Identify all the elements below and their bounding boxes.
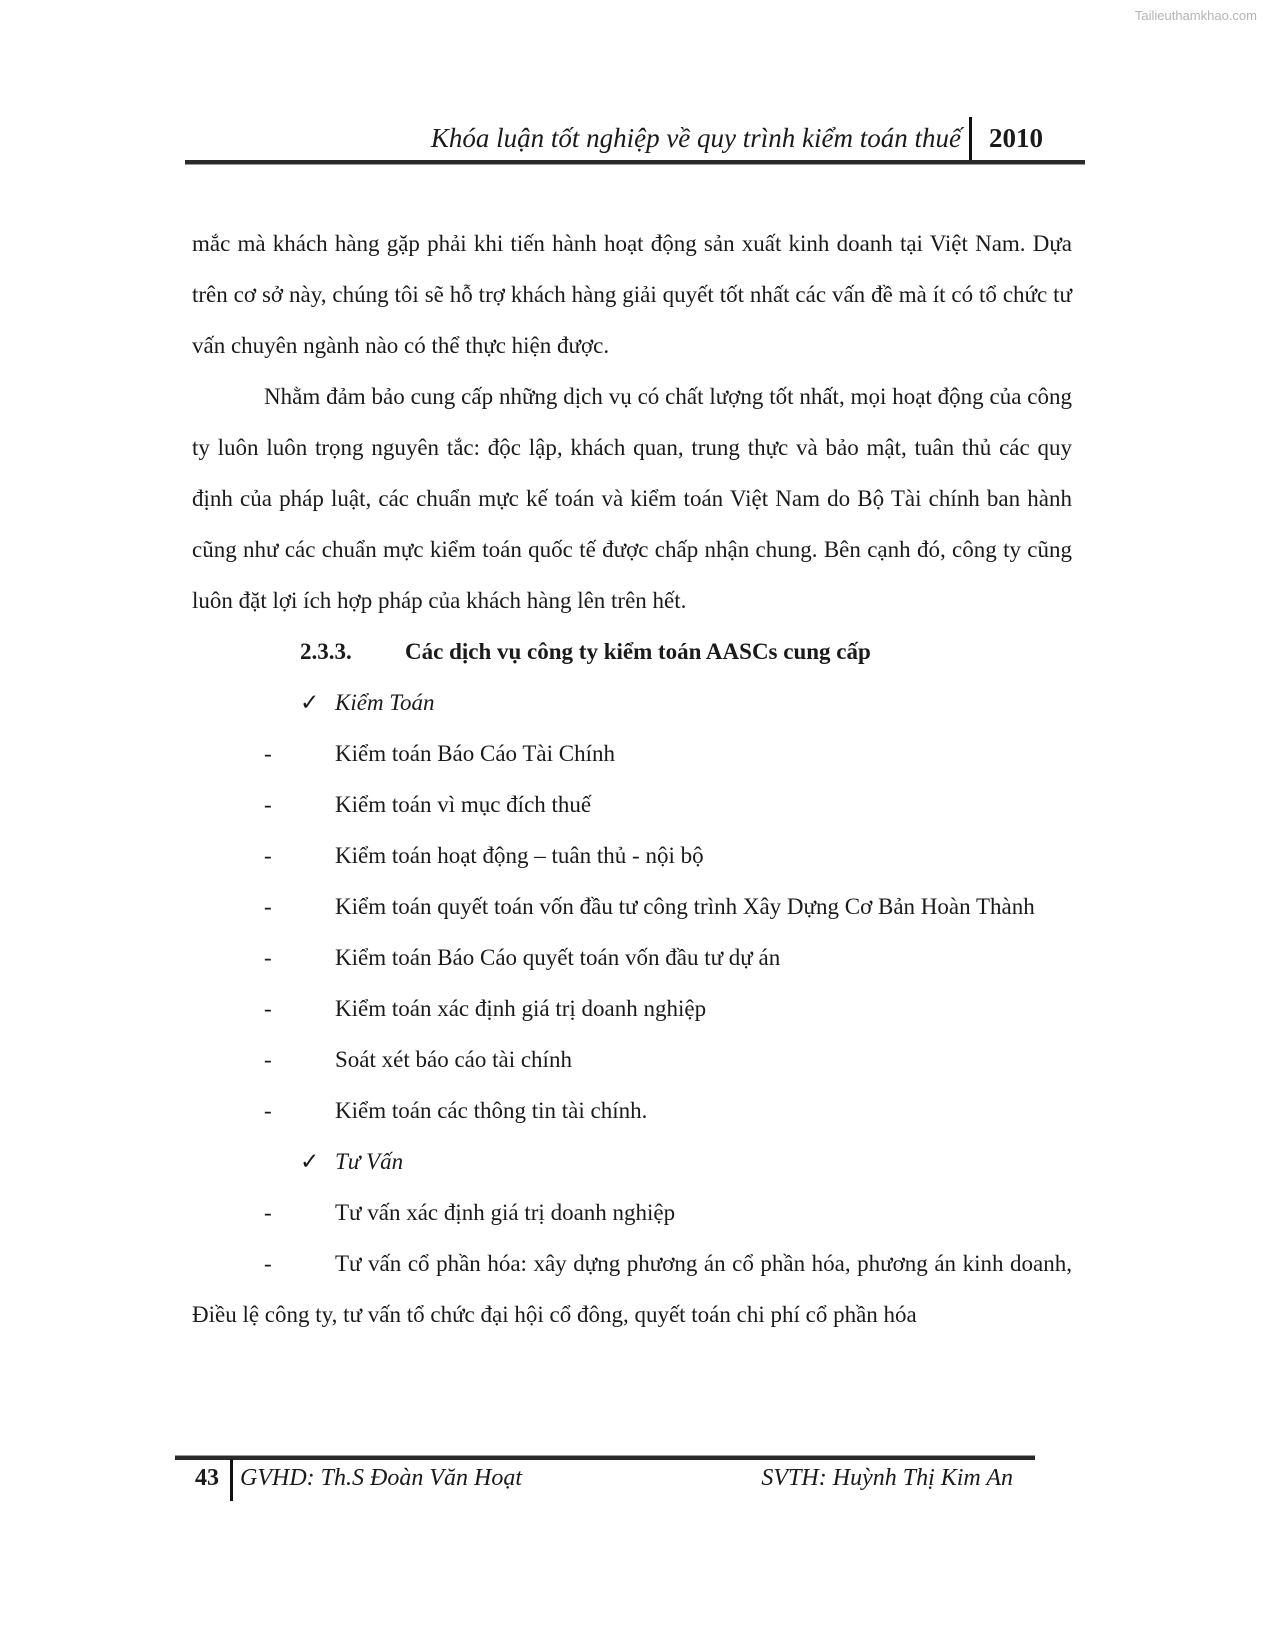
subsection-label: Tư Vấn [335, 1149, 404, 1174]
list-item [192, 728, 1072, 779]
footer-student: SVTH: Huỳnh Thị Kim An [761, 1465, 1013, 1491]
header-rule [185, 160, 1085, 165]
list-item [192, 1187, 1072, 1238]
list-item-text: Kiểm toán hoạt động – tuân thủ - nội bộ [335, 843, 704, 868]
dash-bullet: - [264, 996, 272, 1021]
page-header [185, 117, 1085, 165]
header-year: 2010 [989, 123, 1043, 153]
list-item [192, 932, 1072, 983]
dash-bullet: - [264, 945, 272, 970]
footer-rule [175, 1455, 1035, 1460]
dash-bullet: - [264, 1200, 272, 1225]
list-item [192, 779, 1072, 830]
list-item [192, 881, 1072, 932]
dash-bullet: - [264, 1251, 272, 1276]
page-body [192, 218, 1072, 1340]
header-divider [969, 117, 972, 161]
dash-bullet: - [264, 894, 272, 919]
list-item [192, 983, 1072, 1034]
list-item [192, 830, 1072, 881]
dash-bullet: - [264, 792, 272, 817]
paragraph: Nhằm đảm bảo cung cấp những dịch vụ có chất lượng tốt nhất, mọi hoạt động của công ty luôn luôn trọng nguyên tắc: độc lập, khách quan, trung thực và bảo mật, tuân thủ các quy định của pháp luật, các chuẩn mực kế toán và kiểm toán Việt Nam do Bộ Tài chính ban hành cũng như các chuẩn mực kiểm toán quốc tế được chấp nhận chung. Bên cạnh đó, công ty cũng luôn đặt lợi ích hợp pháp của khách hàng lên trên hết. [192, 384, 1072, 613]
list-item [192, 1238, 1072, 1340]
check-icon: ✓ [300, 1149, 320, 1174]
list-item-text: Tư vấn xác định giá trị doanh nghiệp [335, 1200, 676, 1225]
list-item-text: Kiểm toán Báo Cáo Tài Chính [335, 741, 616, 766]
list-item [192, 1085, 1072, 1136]
dash-bullet: - [264, 1047, 272, 1072]
section-title: Các dịch vụ công ty kiểm toán AASCs cung cấp [405, 639, 871, 664]
list-item-text: Kiểm toán vì mục đích thuế [335, 792, 592, 817]
list-item [192, 1034, 1072, 1085]
dash-bullet: - [264, 741, 272, 766]
dash-bullet: - [264, 843, 272, 868]
header-title: Khóa luận tốt nghiệp về quy trình kiểm toán thuế [430, 123, 961, 153]
subsection-audit [192, 677, 1072, 728]
section-number: 2.3.3. [300, 639, 352, 664]
subsection-consulting [192, 1136, 1072, 1187]
paragraph: mắc mà khách hàng gặp phải khi tiến hành hoạt động sản xuất kinh doanh tại Việt Nam. Dựa trên cơ sở này, chúng tôi sẽ hỗ trợ khách hàng giải quyết tốt nhất các vấn đề mà ít có tổ chức tư vấn chuyên ngành nào có thể thực hiện được. [192, 231, 1072, 358]
page-footer [175, 1455, 1035, 1515]
list-item-text: Kiểm toán Báo Cáo quyết toán vốn đầu tư dự án [335, 945, 781, 970]
dash-bullet: - [264, 1098, 272, 1123]
watermark: Tailieuthamkhao.com [1134, 8, 1257, 23]
subsection-label: Kiểm Toán [335, 690, 435, 715]
list-item-text: Soát xét báo cáo tài chính [335, 1047, 572, 1072]
section-heading [192, 626, 1072, 677]
page-number: 43 [195, 1465, 219, 1491]
list-item-text: Kiểm toán xác định giá trị doanh nghiệp [335, 996, 707, 1021]
list-item-text: Tư vấn cổ phần hóa: xây dựng phương án cổ phần hóa, phương án kinh doanh, Điều lệ công ty, tư vấn tổ chức đại hội cổ đông, quyết toán chi phí cổ phần hóa [192, 1251, 1072, 1327]
check-icon: ✓ [300, 690, 320, 715]
footer-divider [230, 1459, 233, 1501]
footer-advisor: GVHD: Th.S Đoàn Văn Hoạt [240, 1465, 522, 1491]
list-item-text: Kiểm toán các thông tin tài chính. [335, 1098, 648, 1123]
list-item-text: Kiểm toán quyết toán vốn đầu tư công trình Xây Dựng Cơ Bản Hoàn Thành [335, 894, 1035, 919]
